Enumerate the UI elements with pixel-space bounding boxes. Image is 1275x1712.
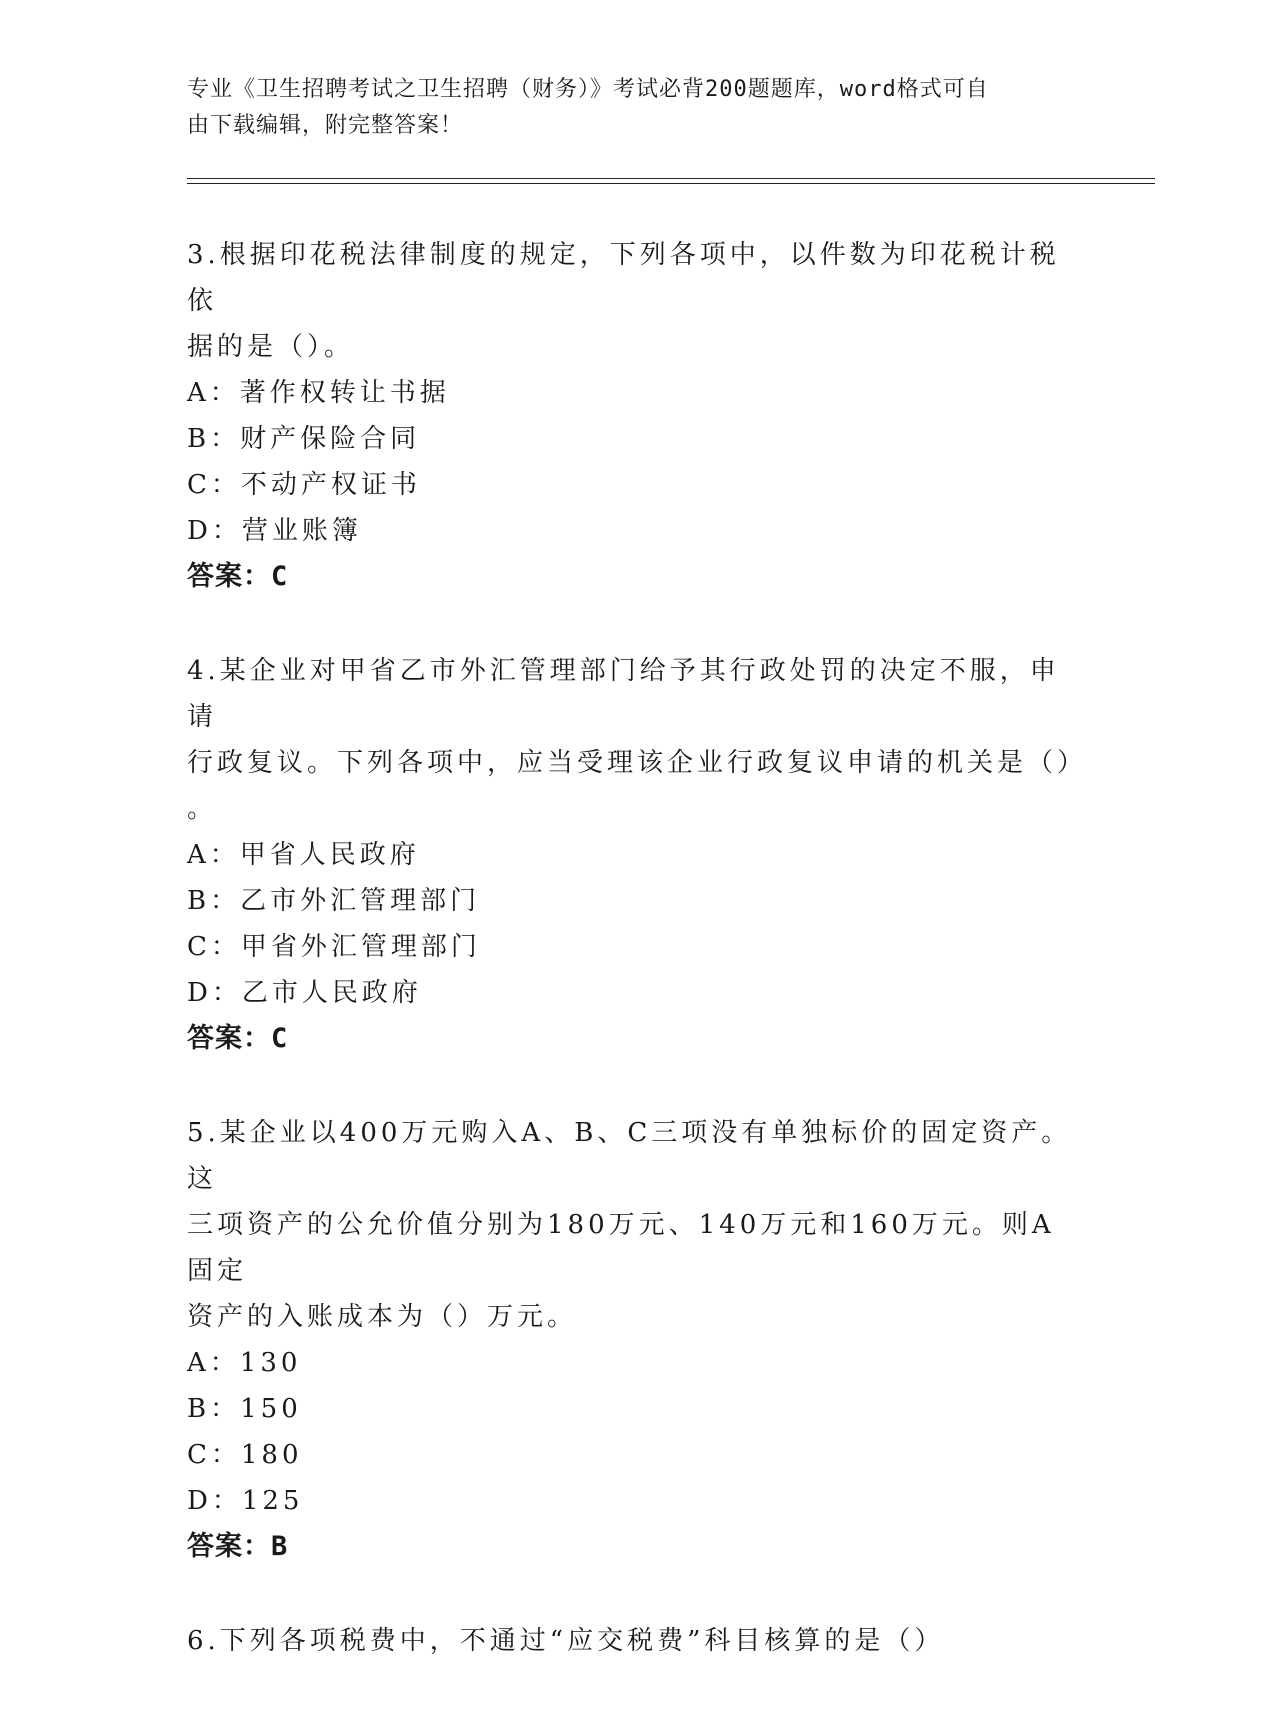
question-stem	[187, 1618, 1077, 1664]
question-stem-line: 行政复议。下列各项中，应当受理该企业行政复议申请的机关是（）	[187, 748, 1088, 778]
option-c: C：180	[187, 1440, 303, 1470]
header-divider	[187, 183, 1155, 184]
option-c: C：不动产权证书	[187, 470, 421, 500]
question-stem-line: 三项资产的公允价值分别为180万元、140万元和160万元。则A固定	[187, 1210, 1055, 1286]
question-block	[187, 648, 1088, 1062]
question-stem	[187, 232, 1077, 370]
option-b: B：财产保险合同	[187, 424, 421, 454]
question-stem-line: 6.下列各项税费中，不通过“应交税费”科目核算的是（）	[187, 1626, 945, 1656]
answer-line: 答案：B	[187, 1531, 289, 1562]
option-c: C：甲省外汇管理部门	[187, 932, 481, 962]
answer-line: 答案：C	[187, 1023, 289, 1054]
option-d: D：营业账簿	[187, 516, 362, 546]
question-block	[187, 232, 1077, 600]
question-stem	[187, 1110, 1077, 1340]
option-b: B：150	[187, 1394, 302, 1424]
document-header	[187, 72, 1067, 144]
option-d: D：125	[187, 1486, 304, 1516]
option-a: A：甲省人民政府	[187, 840, 420, 870]
header-line: 专业《卫生招聘考试之卫生招聘（财务）》考试必背200题题库，word格式可自	[187, 77, 989, 102]
question-stem-line: 。	[187, 794, 218, 824]
question-stem-line: 5.某企业以400万元购入A、B、C三项没有单独标价的固定资产。这	[187, 1118, 1072, 1194]
question-list	[187, 232, 1088, 1712]
option-d: D：乙市人民政府	[187, 978, 422, 1008]
question-block	[187, 1618, 1077, 1664]
header-line: 由下载编辑，附完整答案！	[187, 113, 464, 138]
question-stem-line: 4.某企业对甲省乙市外汇管理部门给予其行政处罚的决定不服，申请	[187, 656, 1060, 732]
option-a: A：著作权转让书据	[187, 378, 450, 408]
header-divider	[187, 178, 1155, 179]
question-stem-line: 3.根据印花税法律制度的规定，下列各项中，以件数为印花税计税依	[187, 240, 1060, 316]
option-b: B：乙市外汇管理部门	[187, 886, 481, 916]
answer-line: 答案：C	[187, 561, 289, 592]
question-stem-line: 据的是（）。	[187, 332, 355, 362]
question-block	[187, 1110, 1077, 1570]
question-stem	[187, 648, 1088, 832]
question-stem-line: 资产的入账成本为（）万元。	[187, 1302, 578, 1332]
option-a: A：130	[187, 1348, 302, 1378]
